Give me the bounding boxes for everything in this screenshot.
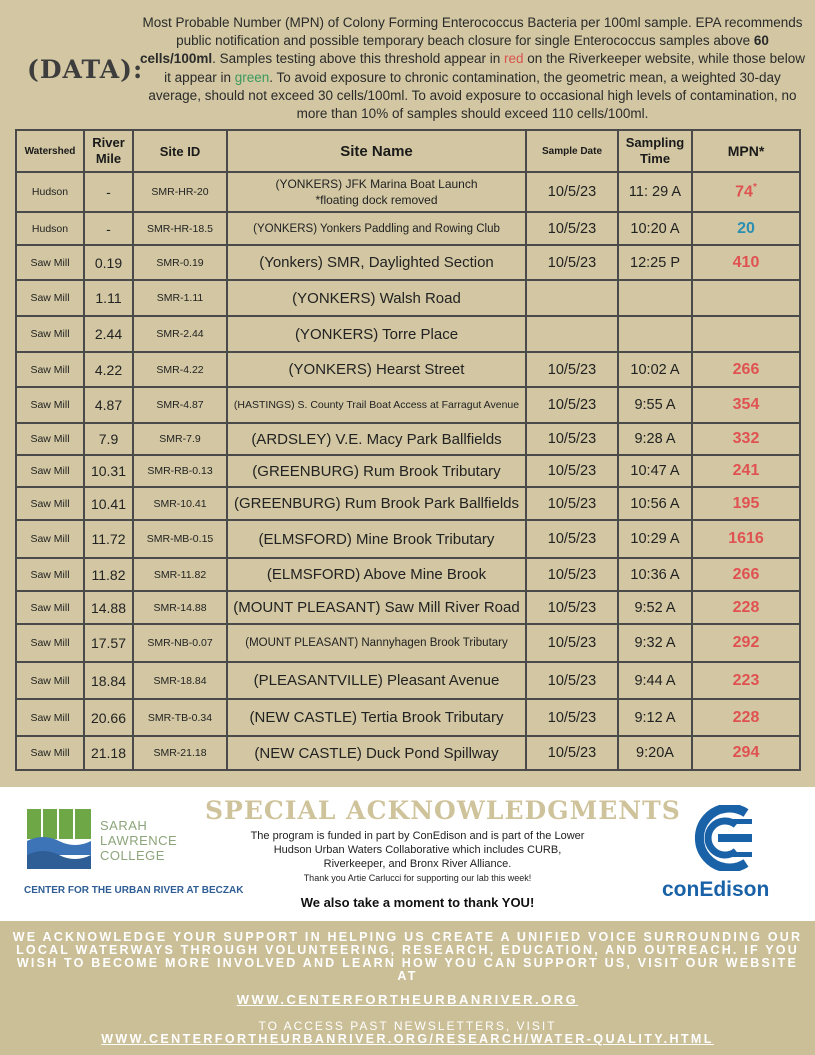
mpn-value: 195	[732, 494, 760, 512]
sample-date-cell: 10/5/23	[526, 736, 618, 770]
site-id-cell: SMR-NB-0.07	[133, 624, 227, 662]
watershed-cell: Saw Mill	[16, 387, 84, 423]
site-name-cell: (YONKERS) Walsh Road	[227, 280, 526, 316]
sampling-time-cell: 10:20 A	[618, 212, 692, 245]
table-row	[16, 280, 800, 316]
sampling-time-cell: 9:32 A	[618, 624, 692, 662]
watershed-cell: Hudson	[16, 172, 84, 212]
sampling-time-cell: 10:47 A	[618, 455, 692, 487]
slc-name	[100, 818, 177, 863]
site-name-cell: (YONKERS) Yonkers Paddling and Rowing Club	[227, 212, 526, 245]
watershed-cell: Hudson	[16, 212, 84, 245]
mpn-value: 241	[732, 462, 760, 479]
site-name-cell: (NEW CASTLE) Tertia Brook Tributary	[227, 699, 526, 736]
header-sample-date: Sample Date	[526, 130, 618, 172]
sample-date-cell: 10/5/23	[526, 520, 618, 558]
river-mile-cell: 2.44	[84, 316, 133, 352]
slc-center-name: CENTER FOR THE URBAN RIVER AT BECZAK	[24, 885, 244, 896]
watershed-cell: Saw Mill	[16, 280, 84, 316]
site-id-cell: SMR-0.19	[133, 245, 227, 280]
website-link[interactable]: WWW.CENTERFORTHEURBANRIVER.ORG	[236, 992, 579, 1007]
mpn-cell	[692, 280, 800, 316]
mpn-cell	[692, 736, 800, 770]
mpn-value: 332	[732, 430, 760, 447]
sampling-time-cell: 9:12 A	[618, 699, 692, 736]
mpn-cell	[692, 245, 800, 280]
sample-date-cell: 10/5/23	[526, 455, 618, 487]
mpn-cell	[692, 520, 800, 558]
funding-text: The program is funded in part by ConEdison and is part of the Lower Hudson Urban Waters Collaborative which includes CURB, Riverkeeper, and Bronx River Alliance.	[250, 830, 585, 870]
watershed-cell: Saw Mill	[16, 423, 84, 455]
conedison-wordmark: conEdison	[662, 878, 770, 901]
sample-date-cell: 10/5/23	[526, 352, 618, 387]
intro-text-4: . To avoid exposure to chronic contamination, the geometric mean, a weighted 30-day average, should not exceed 30 cells/100ml. To avoid exposure to occasional high levels of contamination, no more than 10% of samples should exceed 110 cells/100ml.	[148, 69, 797, 122]
site-id-cell: SMR-HR-20	[133, 172, 227, 212]
watershed-cell: Saw Mill	[16, 316, 84, 352]
site-note-text: *floating dock removed	[315, 193, 438, 207]
site-id-cell: SMR-1.11	[133, 280, 227, 316]
water-quality-table	[15, 129, 801, 771]
site-name-cell: (ARDSLEY) V.E. Macy Park Ballfields	[227, 423, 526, 455]
table-row	[16, 487, 800, 520]
mpn-value: 223	[732, 671, 760, 689]
mpn-value: 20	[737, 219, 755, 237]
watershed-cell: Saw Mill	[16, 520, 84, 558]
site-name-cell: (GREENBURG) Rum Brook Tributary	[227, 455, 526, 487]
mpn-cell	[692, 352, 800, 387]
river-mile-cell: 11.82	[84, 558, 133, 591]
site-id-cell: SMR-2.44	[133, 316, 227, 352]
conedison-logo	[680, 805, 756, 876]
sampling-time-cell	[618, 316, 692, 352]
table-row	[16, 245, 800, 280]
intro-paragraph	[140, 14, 805, 123]
sampling-time-cell: 9:20A	[618, 736, 692, 770]
site-name-cell: (PLEASANTVILLE) Pleasant Avenue	[227, 662, 526, 699]
slc-line-1: SARAH	[100, 818, 148, 833]
sample-date-cell: 10/5/23	[526, 624, 618, 662]
table-row	[16, 316, 800, 352]
mpn-value: 74	[735, 183, 753, 201]
sample-date-cell: 10/5/23	[526, 245, 618, 280]
data-label: (DATA):	[27, 55, 144, 84]
table-row	[16, 662, 800, 699]
site-id-cell: SMR-MB-0.15	[133, 520, 227, 558]
site-id-cell: SMR-TB-0.34	[133, 699, 227, 736]
header-river-mile: River Mile	[84, 130, 133, 172]
site-name-cell: (HASTINGS) S. County Trail Boat Access at Farragut Avenue	[227, 387, 526, 423]
river-mile-cell: 21.18	[84, 736, 133, 770]
sample-date-cell: 10/5/23	[526, 387, 618, 423]
sampling-time-cell: 10:36 A	[618, 558, 692, 591]
site-id-cell: SMR-18.84	[133, 662, 227, 699]
mpn-cell	[692, 423, 800, 455]
intro-text-2: . Samples testing above this threshold appear in	[212, 51, 505, 67]
table-row	[16, 591, 800, 624]
mpn-value: 354	[732, 396, 760, 413]
river-mile-cell: -	[84, 172, 133, 212]
river-mile-cell: 20.66	[84, 699, 133, 736]
conedison-c-icon	[680, 805, 756, 871]
mpn-footnote-mark: *	[752, 182, 757, 194]
mpn-value: 292	[732, 634, 760, 651]
sample-date-cell: 10/5/23	[526, 662, 618, 699]
river-mile-cell: 10.31	[84, 455, 133, 487]
header-watershed: Watershed	[16, 130, 84, 172]
header-mpn: MPN*	[692, 130, 800, 172]
table-row	[16, 212, 800, 245]
river-mile-cell: 4.87	[84, 387, 133, 423]
site-id-cell: SMR-14.88	[133, 591, 227, 624]
mpn-value: 266	[732, 565, 760, 583]
site-name-cell: (Yonkers) SMR, Daylighted Section	[227, 245, 526, 280]
site-id-cell: SMR-4.87	[133, 387, 227, 423]
mpn-cell	[692, 455, 800, 487]
table-row	[16, 423, 800, 455]
intro-green-word: green	[234, 69, 270, 85]
mpn-value: 266	[732, 360, 760, 378]
river-mile-cell: 10.41	[84, 487, 133, 520]
table-row	[16, 520, 800, 558]
table-row	[16, 387, 800, 423]
sample-date-cell	[526, 316, 618, 352]
table-row	[16, 624, 800, 662]
mpn-value: 1616	[728, 530, 764, 547]
site-name-cell: (MOUNT PLEASANT) Saw Mill River Road	[227, 591, 526, 624]
thanks-you-text: We also take a moment to thank YOU!	[300, 895, 535, 910]
mpn-value: 228	[732, 708, 760, 726]
slc-line-3: COLLEGE	[100, 848, 165, 863]
sampling-time-cell: 9:52 A	[618, 591, 692, 624]
site-name-cell: (YONKERS) Hearst Street	[227, 352, 526, 387]
sample-date-cell: 10/5/23	[526, 172, 618, 212]
mpn-cell	[692, 212, 800, 245]
sampling-time-cell: 9:28 A	[618, 423, 692, 455]
site-id-cell: SMR-4.22	[133, 352, 227, 387]
river-mile-cell: -	[84, 212, 133, 245]
site-name-cell: (ELMSFORD) Mine Brook Tributary	[227, 520, 526, 558]
site-id-cell: SMR-HR-18.5	[133, 212, 227, 245]
watershed-cell: Saw Mill	[16, 736, 84, 770]
sampling-time-cell: 10:56 A	[618, 487, 692, 520]
watershed-cell: Saw Mill	[16, 245, 84, 280]
river-mile-cell: 0.19	[84, 245, 133, 280]
watershed-cell: Saw Mill	[16, 662, 84, 699]
table-row	[16, 352, 800, 387]
mpn-value: 294	[732, 744, 760, 761]
mpn-cell	[692, 172, 800, 212]
thanks-artie-text: Thank you Artie Carlucci for supporting our lab this week!	[303, 873, 532, 883]
table-row	[16, 172, 800, 212]
river-mile-cell: 17.57	[84, 624, 133, 662]
mpn-cell	[692, 387, 800, 423]
footer	[0, 921, 815, 1055]
mpn-cell	[692, 699, 800, 736]
sample-date-cell: 10/5/23	[526, 558, 618, 591]
site-id-cell: SMR-21.18	[133, 736, 227, 770]
header-sampling-time: Sampling Time	[618, 130, 692, 172]
table-row	[16, 736, 800, 770]
watershed-cell: Saw Mill	[16, 699, 84, 736]
mpn-cell	[692, 316, 800, 352]
table-row	[16, 699, 800, 736]
table-row	[16, 455, 800, 487]
site-name-cell: (NEW CASTLE) Duck Pond Spillway	[227, 736, 526, 770]
acknowledgments-body	[245, 829, 590, 885]
river-mile-cell: 7.9	[84, 423, 133, 455]
sample-date-cell: 10/5/23	[526, 487, 618, 520]
watershed-cell: Saw Mill	[16, 455, 84, 487]
sample-date-cell: 10/5/23	[526, 699, 618, 736]
header-site-name: Site Name	[227, 130, 526, 172]
table-header-row	[16, 130, 800, 172]
sample-date-cell: 10/5/23	[526, 423, 618, 455]
acknowledgments-section	[0, 787, 815, 921]
table-row	[16, 558, 800, 591]
sampling-time-cell: 9:55 A	[618, 387, 692, 423]
site-name-cell: (ELMSFORD) Above Mine Brook	[227, 558, 526, 591]
intro-text-1: Most Probable Number (MPN) of Colony Forming Enterococcus Bacteria per 100ml sample. EPA recommends public notification and possible temporary beach closure for single Enterococcus samples above	[142, 15, 803, 49]
table-body	[16, 172, 800, 770]
sampling-time-cell: 12:25 P	[618, 245, 692, 280]
acknowledgments-title: SPECIAL ACKNOWLEDGMENTS	[205, 796, 681, 825]
footer-support-text: WE ACKNOWLEDGE YOUR SUPPORT IN HELPING US CREATE A UNIFIED VOICE SURROUNDING OUR LOCAL WATERWAYS THROUGH VOLUNTEERING, RESEARCH, EDUCATION, AND OUTREACH. IF YOU WISH TO BECOME MORE INVOLVED AND LEARN HOW YOU CAN SUPPORT US, VISIT OUR WEBSITE AT	[12, 930, 803, 983]
site-id-cell: SMR-11.82	[133, 558, 227, 591]
sample-date-cell: 10/5/23	[526, 212, 618, 245]
river-mile-cell: 14.88	[84, 591, 133, 624]
slc-line-2: LAWRENCE	[100, 833, 178, 848]
site-id-cell: SMR-10.41	[133, 487, 227, 520]
sampling-time-cell: 9:44 A	[618, 662, 692, 699]
mpn-value: 228	[732, 598, 760, 616]
mpn-cell	[692, 662, 800, 699]
mpn-cell	[692, 624, 800, 662]
mpn-cell	[692, 591, 800, 624]
slc-wave-icon	[25, 807, 97, 875]
watershed-cell: Saw Mill	[16, 558, 84, 591]
site-name-cell	[227, 172, 526, 212]
mpn-cell	[692, 487, 800, 520]
site-id-cell: SMR-7.9	[133, 423, 227, 455]
water-quality-link[interactable]: WWW.CENTERFORTHEURBANRIVER.ORG/RESEARCH/WATER-QUALITY.HTML	[101, 1032, 714, 1046]
intro-threshold: 60 cells/100ml	[140, 33, 769, 67]
river-mile-cell: 1.11	[84, 280, 133, 316]
river-mile-cell: 18.84	[84, 662, 133, 699]
site-name-cell: (MOUNT PLEASANT) Nannyhagen Brook Tributary	[227, 624, 526, 662]
site-name-cell: (GREENBURG) Rum Brook Park Ballfields	[227, 487, 526, 520]
watershed-cell: Saw Mill	[16, 487, 84, 520]
past-newsletters-text: TO ACCESS PAST NEWSLETTERS, VISIT	[258, 1019, 557, 1033]
watershed-cell: Saw Mill	[16, 624, 84, 662]
site-id-cell: SMR-RB-0.13	[133, 455, 227, 487]
watershed-cell: Saw Mill	[16, 352, 84, 387]
sampling-time-cell: 10:29 A	[618, 520, 692, 558]
sampling-time-cell: 10:02 A	[618, 352, 692, 387]
site-name-cell: (YONKERS) Torre Place	[227, 316, 526, 352]
river-mile-cell: 4.22	[84, 352, 133, 387]
header-site-id: Site ID	[133, 130, 227, 172]
intro-text-3: on the Riverkeeper website, while those below it appear in	[164, 51, 805, 85]
intro-red-word: red	[504, 51, 524, 67]
watershed-cell: Saw Mill	[16, 591, 84, 624]
sampling-time-cell: 11: 29 A	[618, 172, 692, 212]
sample-date-cell	[526, 280, 618, 316]
river-mile-cell: 11.72	[84, 520, 133, 558]
mpn-value: 410	[732, 253, 760, 271]
mpn-cell	[692, 558, 800, 591]
site-name-text: (YONKERS) JFK Marina Boat Launch	[275, 177, 478, 191]
sampling-time-cell	[618, 280, 692, 316]
sample-date-cell: 10/5/23	[526, 591, 618, 624]
